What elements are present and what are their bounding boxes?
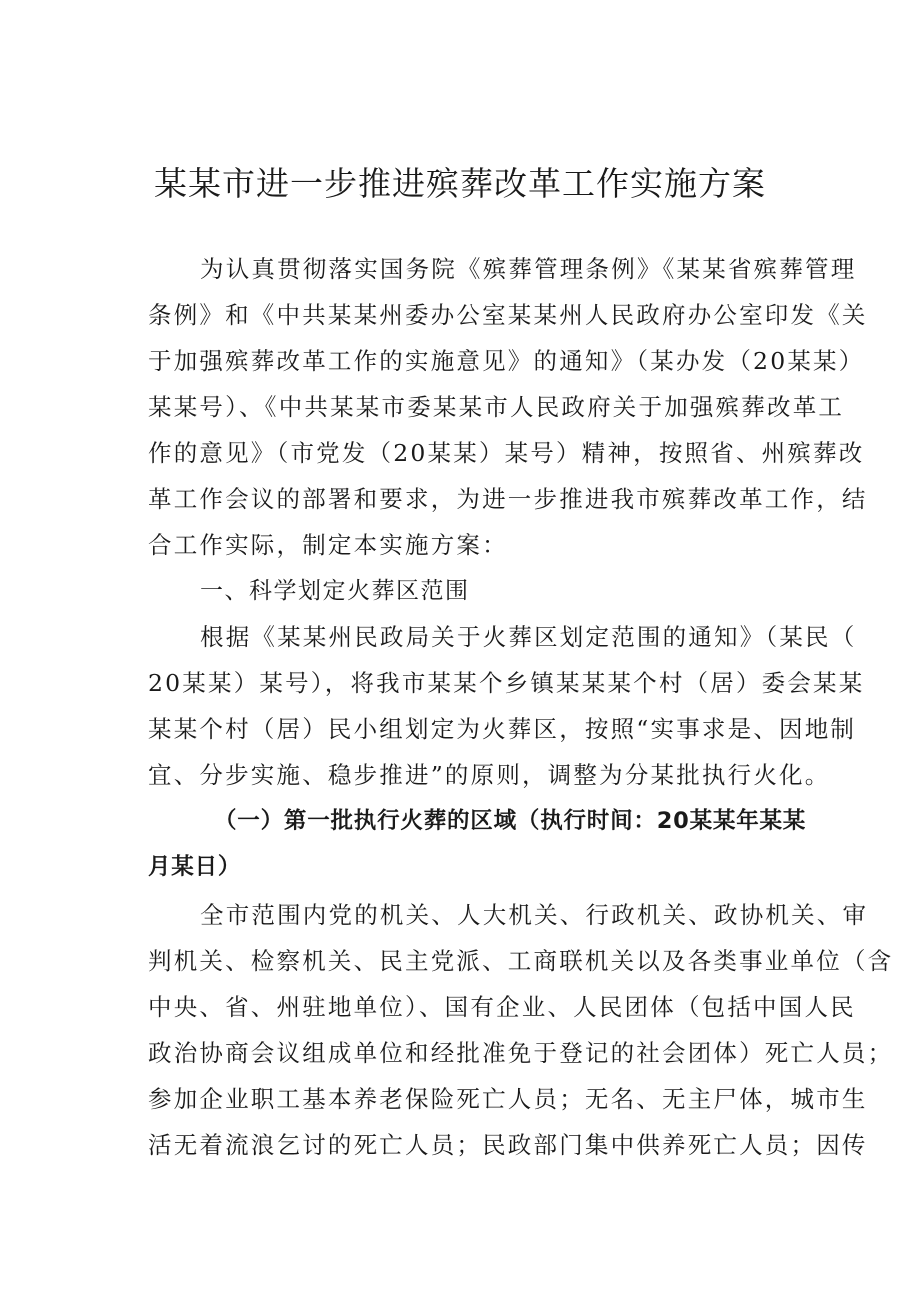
subsection-line: 全市范围内党的机关、人大机关、行政机关、政协机关、审 — [200, 901, 869, 929]
subsection-heading: （一）第一批执行火葬的区域（执行时间：20某某年某某 — [214, 808, 807, 834]
intro-line: 某某号）、《中共某某市委某某市人民政府关于加强殡葬改革工 — [148, 393, 845, 421]
subsection-line: 中央、省、州驻地单位）、国有企业、人民团体（包括中国人民 — [148, 993, 856, 1021]
intro-line: 作的意见》（市党发（20某某）某号）精神，按照省、州殡葬改 — [148, 439, 865, 467]
section-heading: 一、科学划定火葬区范围 — [200, 578, 470, 604]
subsection-line: 判机关、检察机关、民主党派、工商联机关以及各类事业单位（含 — [148, 947, 894, 975]
intro-line: 于加强殡葬改革工作的实施意见》的通知》（某办发（20某某） — [148, 347, 865, 375]
section-line: 20某某）某号），将我市某某个乡镇某某某个村（居）委会某某 — [148, 669, 865, 697]
subsection-line: 政治协商会议组成单位和经批准免于登记的社会团体）死亡人员； — [148, 1039, 894, 1067]
section-line: 宜、分步实施、稳步推进”的原则，调整为分某批执行火化。 — [148, 761, 831, 789]
subsection-heading: 月某日） — [148, 854, 242, 880]
intro-line: 合工作实际，制定本实施方案： — [148, 531, 508, 559]
section-line: 某某个村（居）民小组划定为火葬区，按照“实事求是、因地制 — [148, 715, 857, 743]
document-title: 某某市进一步推进殡葬改革工作实施方案 — [154, 164, 766, 203]
subsection-line: 参加企业职工基本养老保险死亡人员；无名、无主尸体，城市生 — [148, 1085, 868, 1113]
section-line: 根据《某某州民政局关于火葬区划定范围的通知》（某民（ — [200, 623, 857, 651]
intro-line: 革工作会议的部署和要求，为进一步推进我市殡葬改革工作，结 — [148, 485, 868, 513]
intro-line: 条例》和《中共某某州委办公室某某州人民政府办公室印发《关 — [148, 301, 868, 329]
intro-line: 为认真贯彻落实国务院《殡葬管理条例》《某某省殡葬管理 — [200, 255, 857, 283]
subsection-line: 活无着流浪乞讨的死亡人员；民政部门集中供养死亡人员；因传 — [148, 1131, 868, 1159]
